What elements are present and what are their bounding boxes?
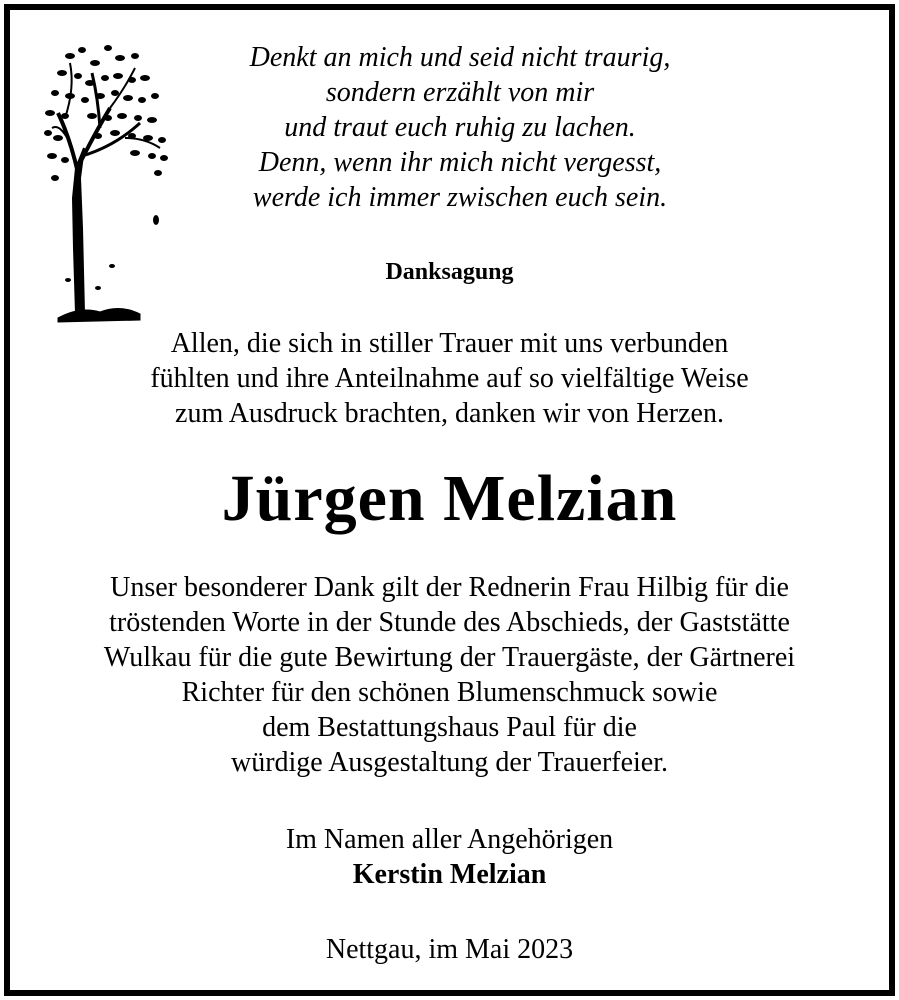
place-date: Nettgau, im Mai 2023 bbox=[325, 934, 574, 965]
thanks-line: Unser besonderer Dank gilt der Rednerin Frau Hilbig für die bbox=[110, 572, 789, 603]
thanks-line: Richter für den schönen Blumenschmuck sowie bbox=[181, 677, 718, 708]
closing bbox=[10, 822, 889, 892]
signer-name: Kerstin Melzian bbox=[352, 859, 547, 890]
poem-line: sondern erzählt von mir bbox=[325, 77, 595, 108]
deceased-name: Jürgen Melzian bbox=[221, 462, 678, 535]
poem-line: Denkt an mich und seid nicht traurig, bbox=[249, 42, 671, 73]
thanks-text bbox=[10, 570, 889, 780]
heading-danksagung: Danksagung bbox=[385, 259, 514, 285]
poem-line: und traut euch ruhig zu lachen. bbox=[284, 112, 636, 143]
intro-text bbox=[10, 326, 889, 431]
obituary-card bbox=[4, 4, 895, 996]
thanks-line: dem Bestattungshaus Paul für die bbox=[262, 712, 637, 743]
poem bbox=[180, 40, 740, 215]
poem-line: Denn, wenn ihr mich nicht vergesst, bbox=[258, 147, 662, 178]
intro-line: zum Ausdruck brachten, danken wir von Herzen. bbox=[175, 398, 724, 429]
thanks-line: tröstenden Worte in der Stunde des Abschieds, der Gaststätte bbox=[109, 607, 790, 638]
thanks-line: würdige Ausgestaltung der Trauerfeier. bbox=[230, 747, 669, 778]
closing-line: Im Namen aller Angehörigen bbox=[285, 824, 614, 855]
intro-line: Allen, die sich in stiller Trauer mit uns verbunden bbox=[170, 328, 729, 359]
thanks-line: Wulkau für die gute Bewirtung der Trauergäste, der Gärtnerei bbox=[103, 642, 796, 673]
intro-line: fühlten und ihre Anteilnahme auf so vielfältige Weise bbox=[150, 363, 749, 394]
poem-line: werde ich immer zwischen euch sein. bbox=[252, 182, 668, 213]
